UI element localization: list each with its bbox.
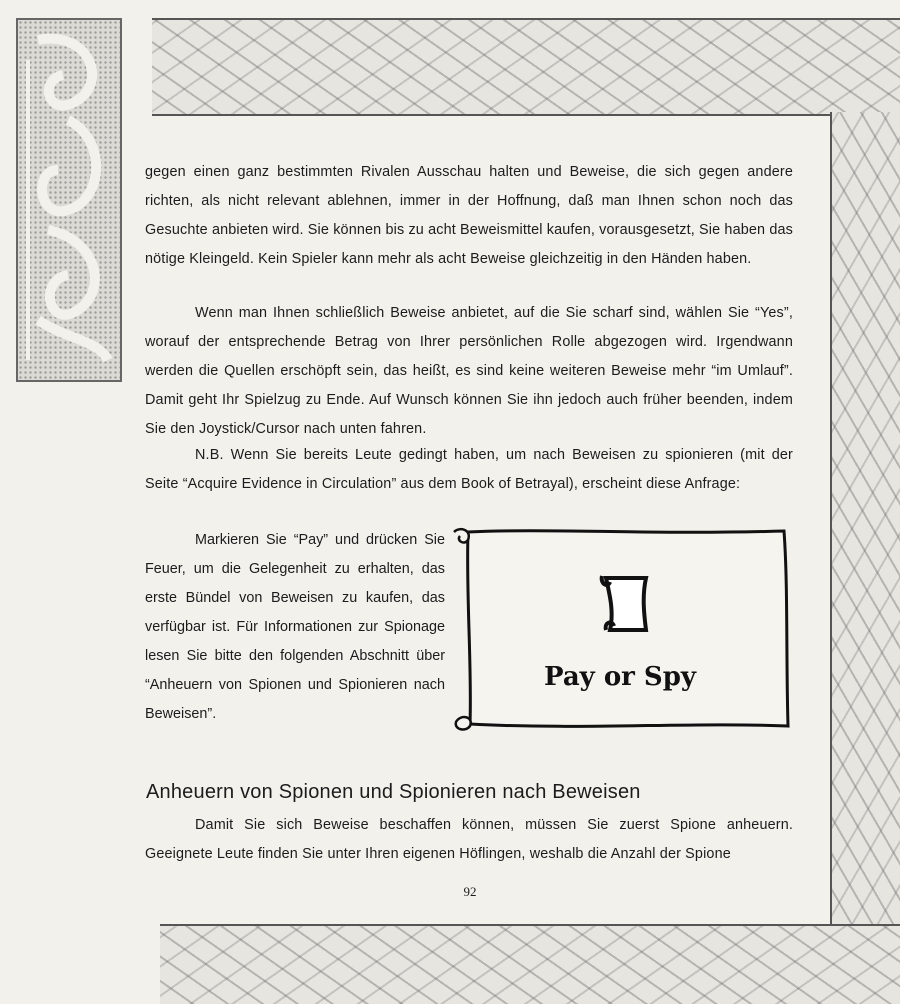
scroll-title: Pay or Spy — [543, 662, 696, 692]
leaf-border-right — [830, 112, 900, 924]
pay-or-spy-scroll-panel — [450, 526, 790, 732]
paragraph-3: N.B. Wenn Sie bereits Leute gedingt haben, um nach Beweisen zu spionieren (mit der Seite “Acquire Evidence in Circulation” aus dem Book of Betrayal), erscheint diese Anfrage: — [145, 447, 793, 492]
section-heading: Anheuern von Spionen und Spionieren nach Beweisen — [146, 781, 641, 803]
paragraph-4: Markieren Sie “Pay” und drücken Sie Feuer, um die Gelegenheit zu erhalten, das erste Bündel von Beweisen zu kaufen, das verfügbar ist. Für Informationen zur Spionage lesen Sie bitte den folgenden Abschnitt über “Anheuern von Spionen und Spionieren nach Beweisen”. — [145, 532, 445, 722]
scroll-frame — [450, 526, 790, 732]
paragraph-1: gegen einen ganz bestimmten Rivalen Ausschau halten und Beweise, die sich gegen andere richten, als nicht relevant ablehnen, immer in der Hoffnung, daß man Ihnen schon noch das Gesuchte anbieten wird. Sie können bis zu acht Beweismittel kaufen, vorausgesetzt, Sie haben das nötige Kleingeld. Kein Spieler kann mehr als acht Beweise gleichzeitig in den Händen haben. — [145, 164, 793, 267]
paragraph-2: Wenn man Ihnen schließlich Beweise anbietet, auf die Sie scharf sind, wählen Sie “Yes”, worauf der entsprechende Betrag von Ihrer persönlichen Rolle abgezogen wird. Irgendwann werden die Quellen erschöpft sein, das heißt, es sind keine weiteren Beweise mehr “im Umlauf”. Damit geht Ihr Spielzug zu Ende. Auf Wunsch können Sie ihn jedoch auch früher beenden, indem Sie den Joystick/Cursor nach unten fahren. — [145, 305, 793, 437]
leaf-border-top — [152, 18, 900, 116]
paragraph-5: Damit Sie sich Beweise beschaffen können, müssen Sie zuerst Spione anheuern. Geeignete Leute finden Sie unter Ihren eigenen Höflingen, weshalb die Anzahl der Spione — [145, 817, 793, 862]
leaf-border-bottom — [160, 924, 900, 1004]
floral-ornament-icon — [18, 20, 120, 380]
page-number: 92 — [463, 884, 477, 899]
ornament-panel — [16, 18, 122, 382]
